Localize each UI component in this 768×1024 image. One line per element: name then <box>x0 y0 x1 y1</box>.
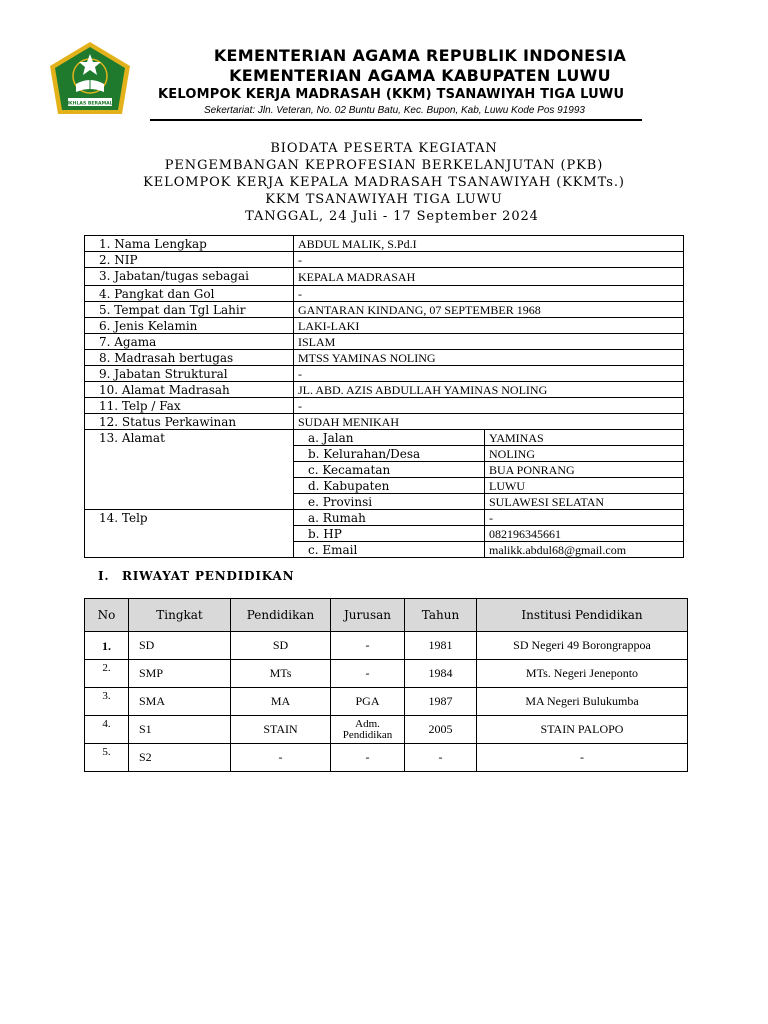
edu-institusi: MTs. Negeri Jeneponto <box>477 660 688 688</box>
bio-value: LAKI-LAKI <box>294 318 684 334</box>
bio-sublabel: a. Rumah <box>294 510 485 526</box>
header-no: No <box>85 599 129 632</box>
edu-no: 5. <box>85 744 129 772</box>
letterhead-ministry: KEMENTERIAN AGAMA REPUBLIK INDONESIA <box>213 46 627 65</box>
bio-label: 11. Telp / Fax <box>85 398 294 414</box>
bio-label: 9. Jabatan Struktural <box>85 366 294 382</box>
edu-institusi: MA Negeri Bulukumba <box>477 688 688 716</box>
edu-jurusan: - <box>331 744 405 772</box>
edu-institusi: - <box>477 744 688 772</box>
bio-row <box>85 430 684 446</box>
bio-label: 12. Status Perkawinan <box>85 414 294 430</box>
edu-jurusan-line1: Adm. <box>355 717 380 730</box>
bio-label: 13. Alamat <box>85 430 294 446</box>
bio-row <box>85 350 684 366</box>
bio-row <box>85 252 684 268</box>
bio-sublabel: b. HP <box>294 526 485 542</box>
bio-row <box>85 236 684 252</box>
bio-sublabel: b. Kelurahan/Desa <box>294 446 485 462</box>
edu-tingkat: SMA <box>129 688 231 716</box>
bio-label: 1. Nama Lengkap <box>85 236 294 252</box>
bio-sublabel: c. Email <box>294 542 485 558</box>
bio-value: SULAWESI SELATAN <box>485 494 684 510</box>
edu-tingkat: S2 <box>129 744 231 772</box>
education-table <box>84 598 688 772</box>
title-line-3: KELOMPOK KERJA KEPALA MADRASAH TSANAWIYAH (KKMTs.) <box>143 175 625 190</box>
edu-tingkat: SMP <box>129 660 231 688</box>
edu-tahun: 1981 <box>405 632 477 660</box>
header-tahun: Tahun <box>405 599 477 632</box>
bio-row <box>85 302 684 318</box>
bio-value: GANTARAN KINDANG, 07 SEPTEMBER 1968 <box>294 302 684 318</box>
title-line-4: KKM TSANAWIYAH TIGA LUWU <box>265 192 503 207</box>
bio-row <box>85 398 684 414</box>
letterhead-regency: KEMENTERIAN AGAMA KABUPATEN LUWU <box>229 66 611 85</box>
letterhead-divider <box>150 119 642 121</box>
bio-value: BUA PONRANG <box>485 462 684 478</box>
bio-row <box>85 414 684 430</box>
edu-institusi: SD Negeri 49 Borongrappoa <box>477 632 688 660</box>
edu-no: 3. <box>85 688 129 716</box>
bio-value: NOLING <box>485 446 684 462</box>
bio-value: YAMINAS <box>485 430 684 446</box>
edu-tingkat: S1 <box>129 716 231 744</box>
letterhead-kkm: KELOMPOK KERJA MADRASAH (KKM) TSANAWIYAH TIGA LUWU <box>158 87 625 102</box>
bio-label: 14. Telp <box>85 510 294 526</box>
bio-value: MTSS YAMINAS NOLING <box>294 350 684 366</box>
edu-tahun: 1987 <box>405 688 477 716</box>
letterhead-address: Sekertariat: Jln. Veteran, No. 02 Buntu Batu, Kec. Bupon, Kab, Luwu Kode Pos 91993 <box>204 105 585 116</box>
edu-tingkat: SD <box>129 632 231 660</box>
education-row <box>85 660 688 688</box>
edu-no: 2. <box>85 660 129 688</box>
education-header-row <box>85 599 688 632</box>
edu-pendidikan: MTs <box>231 660 331 688</box>
section-heading <box>98 569 294 583</box>
header-institusi: Institusi Pendidikan <box>477 599 688 632</box>
header-pendidikan: Pendidikan <box>231 599 331 632</box>
bio-row <box>85 286 684 302</box>
bio-label: 5. Tempat dan Tgl Lahir <box>85 302 294 318</box>
section-number: I. <box>98 569 110 583</box>
bio-label-empty <box>85 446 294 510</box>
bio-label: 8. Madrasah bertugas <box>85 350 294 366</box>
bio-row <box>85 510 684 526</box>
bio-value: malikk.abdul68@gmail.com <box>485 542 684 558</box>
bio-label: 6. Jenis Kelamin <box>85 318 294 334</box>
bio-row <box>85 366 684 382</box>
bio-sublabel: c. Kecamatan <box>294 462 485 478</box>
bio-value: SUDAH MENIKAH <box>294 414 684 430</box>
edu-no: 1. <box>85 632 129 660</box>
bio-value: - <box>294 252 684 268</box>
education-row <box>85 632 688 660</box>
edu-pendidikan: - <box>231 744 331 772</box>
biodata-table <box>84 235 684 558</box>
bio-label: 7. Agama <box>85 334 294 350</box>
education-row <box>85 688 688 716</box>
bio-value: - <box>485 510 684 526</box>
section-title: RIWAYAT PENDIDIKAN <box>122 569 295 583</box>
bio-value: ISLAM <box>294 334 684 350</box>
title-line-2: PENGEMBANGAN KEPROFESIAN BERKELANJUTAN (PKB) <box>164 158 604 173</box>
edu-pendidikan: STAIN <box>231 716 331 744</box>
title-line-1: BIODATA PESERTA KEGIATAN <box>270 141 498 156</box>
bio-sublabel: d. Kabupaten <box>294 478 485 494</box>
header-tingkat: Tingkat <box>129 599 231 632</box>
bio-row <box>85 526 684 542</box>
bio-value: JL. ABD. AZIS ABDULLAH YAMINAS NOLING <box>294 382 684 398</box>
bio-sublabel: e. Provinsi <box>294 494 485 510</box>
header-jurusan: Jurusan <box>331 599 405 632</box>
edu-jurusan: - <box>331 632 405 660</box>
edu-tahun: 1984 <box>405 660 477 688</box>
bio-value: - <box>294 286 684 302</box>
bio-label: 10. Alamat Madrasah <box>85 382 294 398</box>
bio-label-empty <box>85 526 294 558</box>
letterhead <box>150 46 750 118</box>
logo-motto: IKHLAS BERAMAL <box>67 101 113 107</box>
bio-value: - <box>294 398 684 414</box>
edu-jurusan <box>331 716 405 744</box>
bio-value: LUWU <box>485 478 684 494</box>
edu-pendidikan: SD <box>231 632 331 660</box>
bio-sublabel: a. Jalan <box>294 430 485 446</box>
edu-institusi: STAIN PALOPO <box>477 716 688 744</box>
edu-jurusan-line2: Pendidikan <box>342 728 393 741</box>
bio-label: 3. Jabatan/tugas sebagai <box>85 268 294 286</box>
bio-label: 2. NIP <box>85 252 294 268</box>
edu-tahun: 2005 <box>405 716 477 744</box>
edu-jurusan: - <box>331 660 405 688</box>
bio-value: - <box>294 366 684 382</box>
bio-row <box>85 334 684 350</box>
bio-row <box>85 268 684 286</box>
education-row <box>85 716 688 744</box>
education-row <box>85 744 688 772</box>
document-title <box>84 140 684 225</box>
bio-row <box>85 382 684 398</box>
edu-tahun: - <box>405 744 477 772</box>
edu-jurusan: PGA <box>331 688 405 716</box>
edu-pendidikan: MA <box>231 688 331 716</box>
bio-value: KEPALA MADRASAH <box>294 268 684 286</box>
bio-row <box>85 446 684 462</box>
kemenag-logo <box>46 40 134 122</box>
bio-label: 4. Pangkat dan Gol <box>85 286 294 302</box>
bio-value: 082196345661 <box>485 526 684 542</box>
bio-row <box>85 318 684 334</box>
bio-value: ABDUL MALIK, S.Pd.I <box>294 236 684 252</box>
edu-no: 4. <box>85 716 129 744</box>
title-line-5: TANGGAL, 24 Juli - 17 September 2024 <box>245 209 539 224</box>
